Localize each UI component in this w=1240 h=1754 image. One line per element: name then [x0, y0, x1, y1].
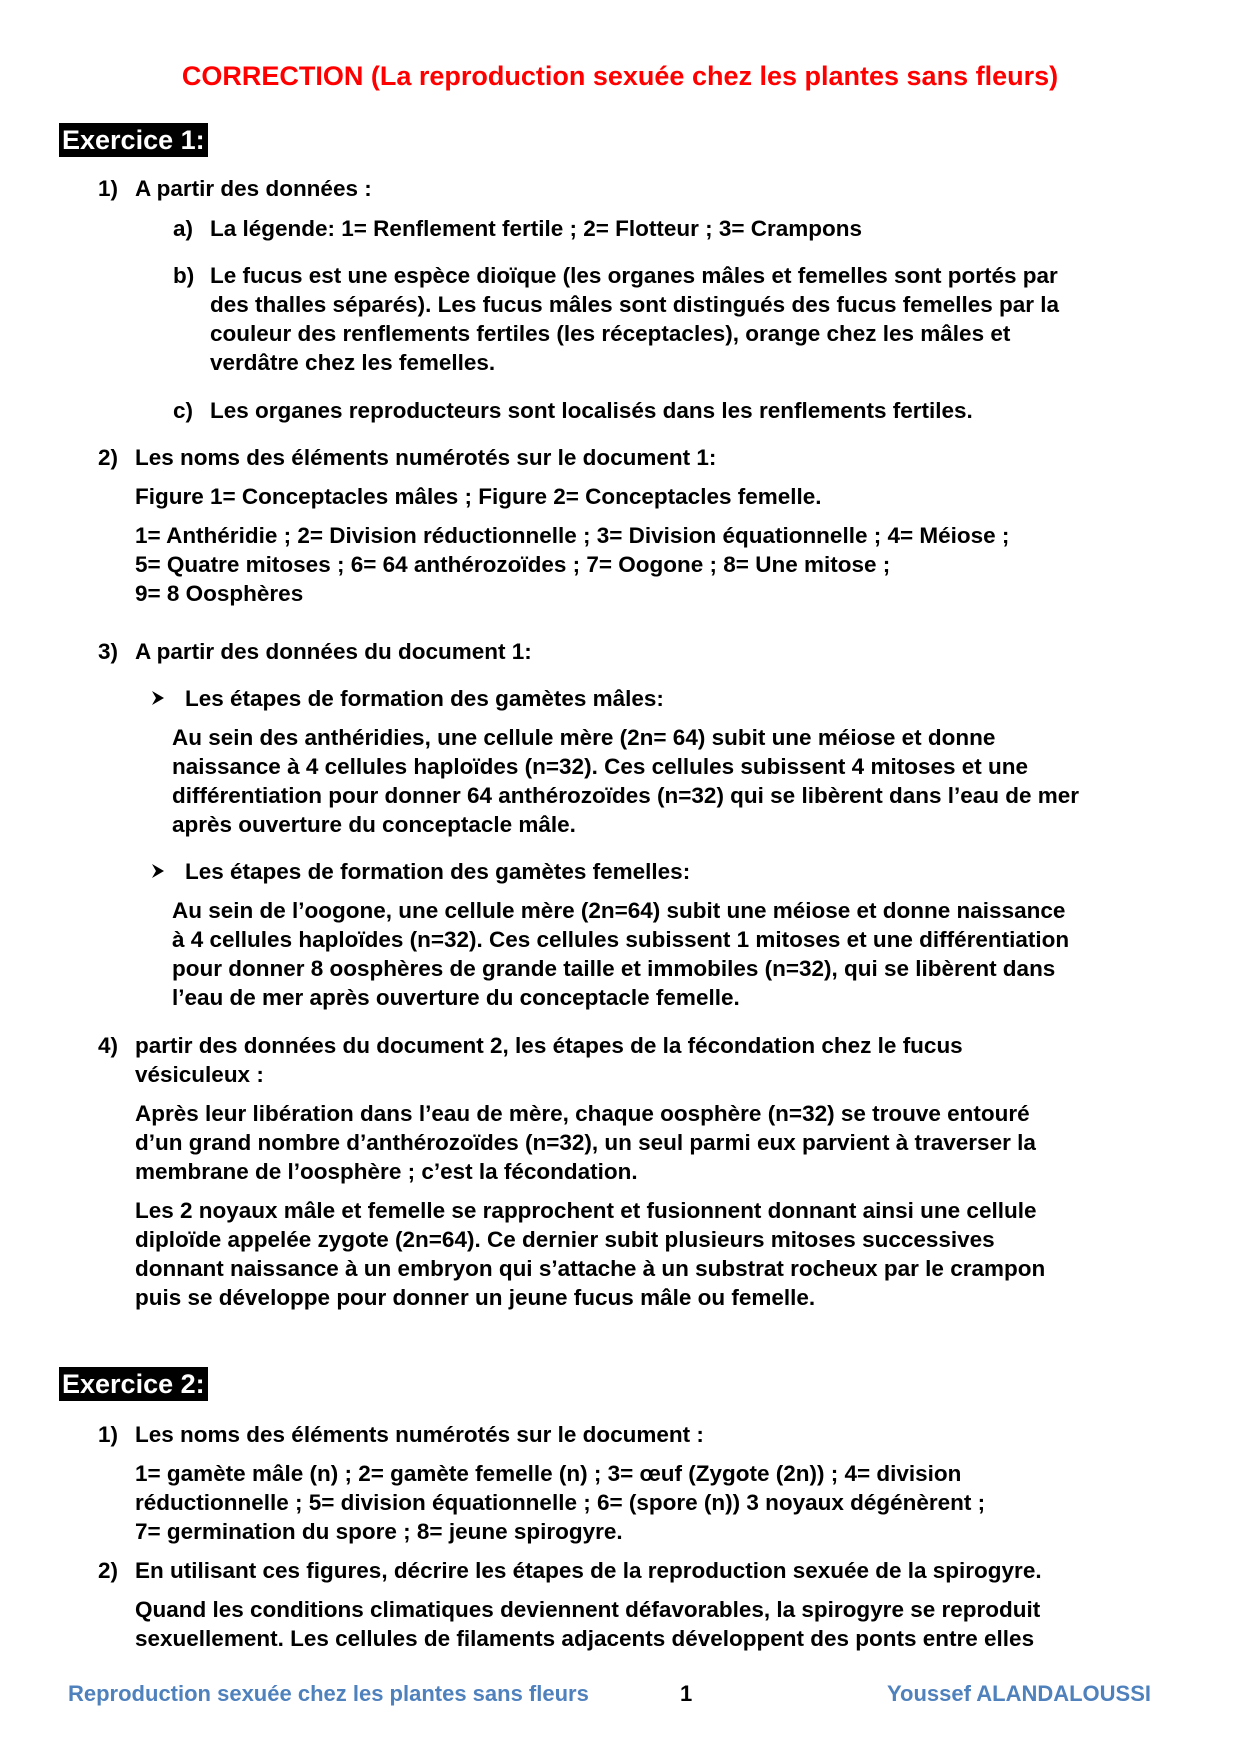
ex1-q3-female-heading: Les étapes de formation des gamètes femelles:	[185, 859, 691, 884]
ex2-q1-intro: Les noms des éléments numérotés sur le document :	[135, 1422, 704, 1447]
ex1-q3-female-line: l’eau de mer après ouverture du conceptacle femelle.	[172, 985, 740, 1010]
ex1-q1-number: 1)	[98, 176, 119, 201]
ex1-q4-intro: partir des données du document 2, les étapes de la fécondation chez le fucus	[135, 1033, 963, 1058]
ex1-q4-p1-line: membrane de l’oosphère ; c’est la fécondation.	[135, 1159, 638, 1184]
ex1-q3-male-line: différentiation pour donner 64 anthérozoïdes (n=32) qui se libèrent dans l’eau de mer	[172, 783, 1080, 808]
ex1-q4-p2-line: puis se développe pour donner un jeune fucus mâle ou femelle.	[135, 1285, 816, 1310]
ex1-q1-b-line: des thalles séparés). Les fucus mâles sont distingués des fucus femelles par la	[210, 292, 1060, 317]
ex1-q3-male-line: après ouverture du conceptacle mâle.	[172, 812, 576, 837]
ex1-q1-intro: A partir des données :	[135, 176, 372, 201]
ex2-q1-number: 1)	[98, 1422, 119, 1447]
ex1-q1-b-label: b)	[173, 263, 195, 288]
footer-author: Youssef ALANDALOUSSI	[887, 1681, 1152, 1706]
ex1-q2-line: 5= Quatre mitoses ; 6= 64 anthérozoïdes ; 7= Oogone ; 8= Une mitose ;	[135, 552, 891, 577]
ex1-q2-line: 9= 8 Oosphères	[135, 581, 304, 606]
ex1-q2-line: 1= Anthéridie ; 2= Division réductionnelle ; 3= Division équationnelle ; 4= Méiose ;	[135, 523, 1010, 548]
ex2-q2-intro: En utilisant ces figures, décrire les étapes de la reproduction sexuée de la spirogyre.	[135, 1558, 1042, 1583]
ex1-q1-c-label: c)	[173, 398, 194, 423]
ex1-q3-female-line: pour donner 8 oosphères de grande taille et immobiles (n=32), qui se libèrent dans	[172, 956, 1056, 981]
ex1-q3-number: 3)	[98, 639, 119, 664]
exercise-1-header: Exercice 1:	[59, 123, 208, 157]
ex1-q3-female-line: à 4 cellules haploïdes (n=32). Ces cellules subissent 1 mitoses et une différentiation	[172, 927, 1070, 952]
ex1-q1-b-line: couleur des renflements fertiles (les réceptacles), orange chez les mâles et	[210, 321, 1011, 346]
ex1-q2-intro: Les noms des éléments numérotés sur le document 1:	[135, 445, 717, 470]
ex1-q3-male-line: Au sein des anthéridies, une cellule mère (2n= 64) subit une méiose et donne	[172, 725, 996, 750]
ex2-q2-line: Quand les conditions climatiques deviennent défavorables, la spirogyre se reproduit	[135, 1597, 1041, 1622]
ex1-q4-p2-line: diploïde appelée zygote (2n=64). Ce dernier subit plusieurs mitoses successives	[135, 1227, 995, 1252]
ex2-q1-line: 7= germination du spore ; 8= jeune spirogyre.	[135, 1519, 623, 1544]
ex1-q4-p2-line: Les 2 noyaux mâle et femelle se rapprochent et fusionnent donnant ainsi une cellule	[135, 1198, 1037, 1223]
ex1-q2-number: 2)	[98, 445, 119, 470]
ex1-q1-b-line: verdâtre chez les femelles.	[210, 350, 496, 375]
ex1-q1-a-text: La légende: 1= Renflement fertile ; 2= Flotteur ; 3= Crampons	[210, 216, 863, 241]
ex1-q1-a-label: a)	[173, 216, 194, 241]
ex1-q1-c-text: Les organes reproducteurs sont localisés dans les renflements fertiles.	[210, 398, 973, 423]
ex2-q1-line: 1= gamète mâle (n) ; 2= gamète femelle (n) ; 3= œuf (Zygote (2n)) ; 4= division	[135, 1461, 962, 1486]
exercise-2-header: Exercice 2:	[59, 1367, 208, 1401]
ex1-q2-figures: Figure 1= Conceptacles mâles ; Figure 2= Conceptacles femelle.	[135, 484, 822, 509]
ex2-q2-line: sexuellement. Les cellules de filaments adjacents développent des ponts entre elles	[135, 1626, 1035, 1651]
arrowhead-bullet-icon	[150, 685, 166, 714]
ex2-q1-line: réductionnelle ; 5= division équationnelle ; 6= (spore (n)) 3 noyaux dégénèrent ;	[135, 1490, 986, 1515]
ex1-q3-male-heading: Les étapes de formation des gamètes mâles:	[185, 686, 664, 711]
ex1-q4-p2-line: donnant naissance à un embryon qui s’attache à un substrat rocheux par le crampon	[135, 1256, 1046, 1281]
ex1-q3-male-line: naissance à 4 cellules haploïdes (n=32). Ces cellules subissent 4 mitoses et une	[172, 754, 1028, 779]
footer-title: Reproduction sexuée chez les plantes sans fleurs	[68, 1681, 589, 1706]
arrowhead-bullet-icon	[150, 858, 166, 887]
ex1-q4-p1-line: Après leur libération dans l’eau de mère, chaque oosphère (n=32) se trouve entouré	[135, 1101, 1030, 1126]
ex1-q4-number: 4)	[98, 1033, 119, 1058]
page-number: 1	[680, 1681, 693, 1706]
page-title: CORRECTION (La reproduction sexuée chez les plantes sans fleurs)	[181, 61, 1059, 91]
ex1-q4-intro: vésiculeux :	[135, 1062, 264, 1087]
ex1-q3-intro: A partir des données du document 1:	[135, 639, 532, 664]
ex1-q4-p1-line: d’un grand nombre d’anthérozoïdes (n=32), un seul parmi eux parvient à traverser la	[135, 1130, 1036, 1155]
ex1-q1-b-line: Le fucus est une espèce dioïque (les organes mâles et femelles sont portés par	[210, 263, 1058, 288]
ex2-q2-number: 2)	[98, 1558, 119, 1583]
ex1-q3-female-line: Au sein de l’oogone, une cellule mère (2n=64) subit une méiose et donne naissance	[172, 898, 1066, 923]
